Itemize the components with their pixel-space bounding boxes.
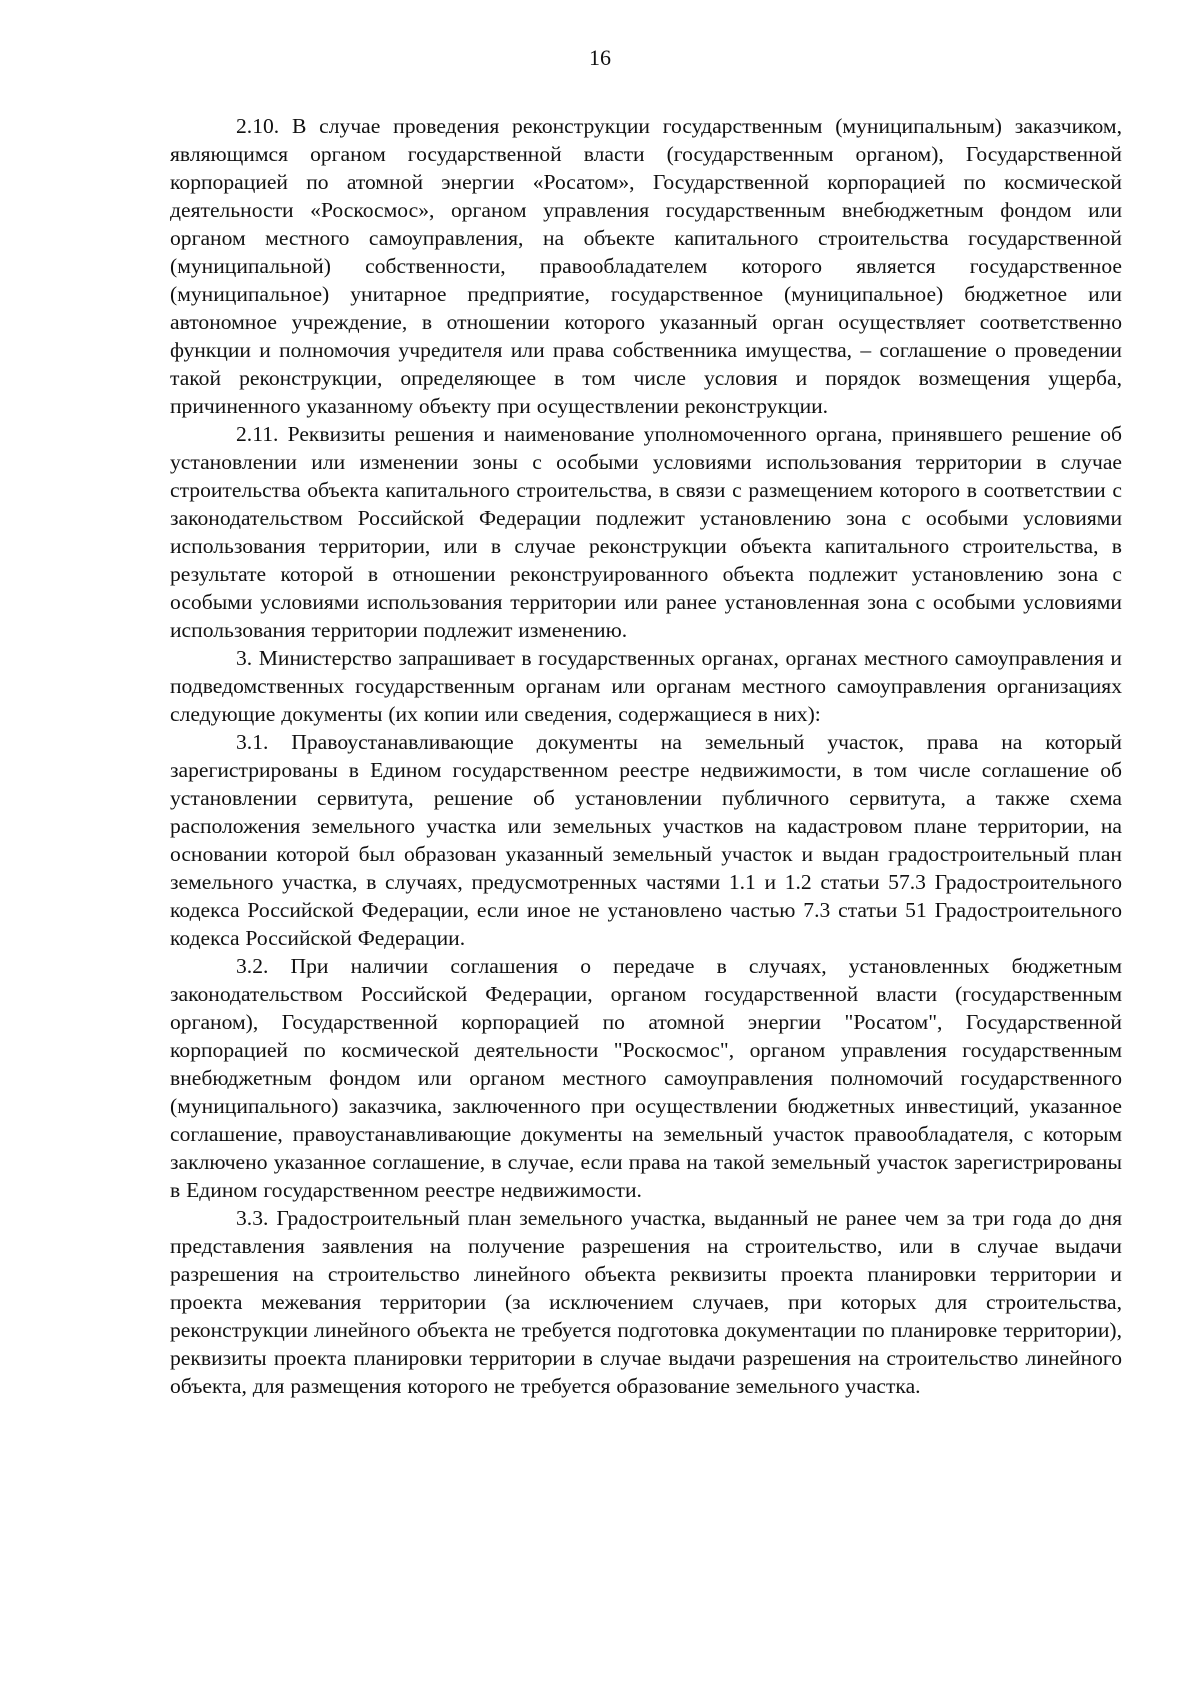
page-number: 16 (589, 45, 611, 70)
paragraph-3-1: 3.1. Правоустанавливающие документы на земельный участок, права на который зарегистрированы в Едином государственном реестре недвижимости, в том числе соглашение об установлении сервитута, решение об установлении публичного сервитута, а также схема расположения земельного участка или земельных участков на кадастровом плане территории, на основании которой был образован указанный земельный участок и выдан градостроительный план земельного участка, в случаях, предусмотренных частями 1.1 и 1.2 статьи 57.3 Градостроительного кодекса Российской Федерации, если иное не установлено частью 7.3 статьи 51 Градостроительного кодекса Российской Федерации. (170, 730, 1122, 950)
paragraph-2-10: 2.10. В случае проведения реконструкции государственным (муниципальным) заказчиком, являющимся органом государственной власти (государственным органом), Государственной корпорацией по атомной энергии «Росатом», Государственной корпорацией по космической деятельности «Роскосмос», органом управления государственным внебюджетным фондом или органом местного самоуправления, на объекте капитального строительства государственной (муниципальной) собственности, правообладателем которого является государственное (муниципальное) унитарное предприятие, государственное (муниципальное) бюджетное или автономное учреждение, в отношении которого указанный орган осуществляет соответственно функции и полномочия учредителя или права собственника имущества, – соглашение о проведении такой реконструкции, определяющее в том числе условия и порядок возмещения ущерба, причиненного указанному объекту при осуществлении реконструкции. (170, 114, 1122, 418)
paragraph-3: 3. Министерство запрашивает в государственных органах, органах местного самоуправления и подведомственных государственным органам или органам местного самоуправления организациях следующие документы (их копии или сведения, содержащиеся в них): (170, 646, 1122, 726)
document-body (170, 112, 1122, 1400)
paragraph-3-2: 3.2. При наличии соглашения о передаче в случаях, установленных бюджетным законодательством Российской Федерации, органом государственной власти (государственным органом), Государственной корпорацией по атомной энергии "Росатом", Государственной корпорацией по космической деятельности "Роскосмос", органом управления государственным внебюджетным фондом или органом местного самоуправления полномочий государственного (муниципального) заказчика, заключенного при осуществлении бюджетных инвестиций, указанное соглашение, правоустанавливающие документы на земельный участок правообладателя, с которым заключено указанное соглашение, в случае, если права на такой земельный участок зарегистрированы в Едином государственном реестре недвижимости. (170, 954, 1122, 1202)
paragraph-3-3: 3.3. Градостроительный план земельного участка, выданный не ранее чем за три года до дня представления заявления на получение разрешения на строительство, или в случае выдачи разрешения на строительство линейного объекта реквизиты проекта планировки территории и проекта межевания территории (за исключением случаев, при которых для строительства, реконструкции линейного объекта не требуется подготовка документации по планировке территории), реквизиты проекта планировки территории в случае выдачи разрешения на строительство линейного объекта, для размещения которого не требуется образование земельного участка. (170, 1206, 1122, 1398)
paragraph-2-11: 2.11. Реквизиты решения и наименование уполномоченного органа, принявшего решение об установлении или изменении зоны с особыми условиями использования территории в случае строительства объекта капитального строительства, в связи с размещением которого в соответствии с законодательством Российской Федерации подлежит установлению зона с особыми условиями использования территории, или в случае реконструкции объекта капитального строительства, в результате которой в отношении реконструированного объекта подлежит установлению зона с особыми условиями использования территории или ранее установленная зона с особыми условиями использования территории подлежит изменению. (170, 422, 1122, 642)
